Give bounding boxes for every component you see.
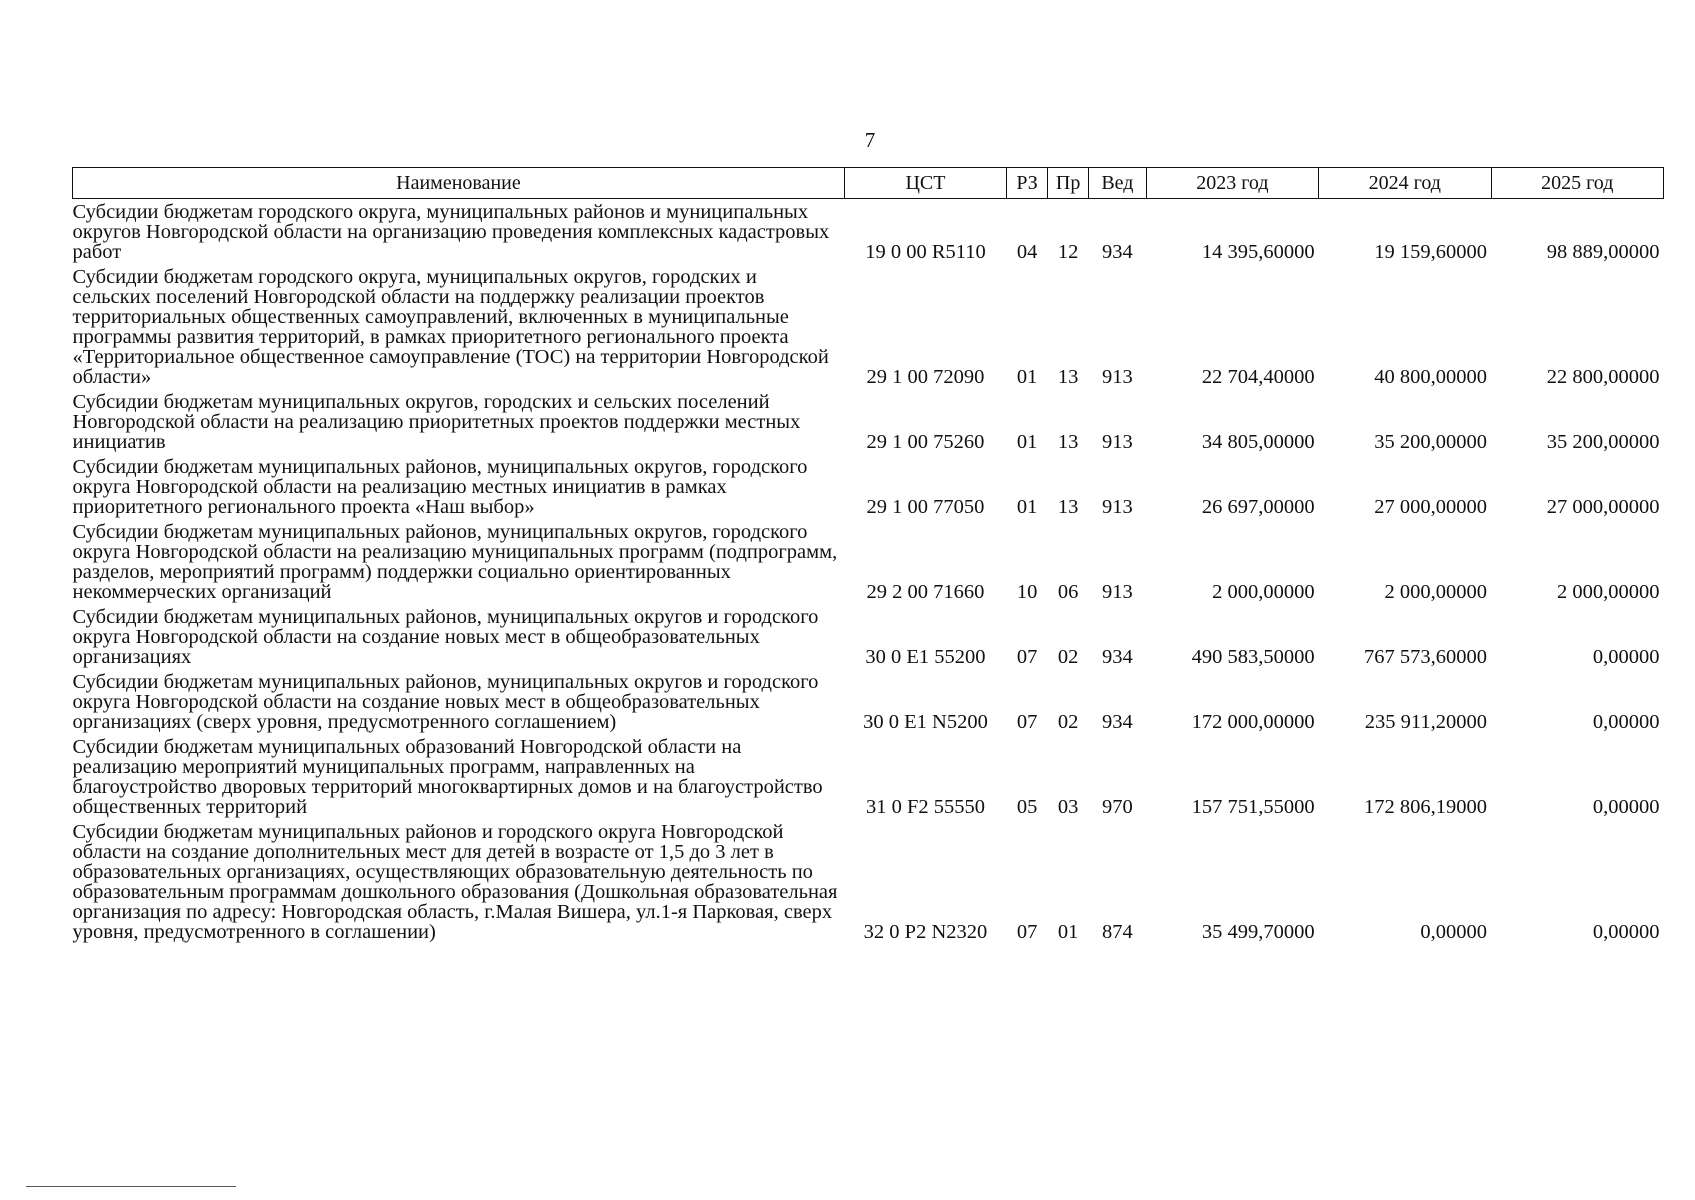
header-ved: Вед bbox=[1089, 168, 1146, 199]
header-2023: 2023 год bbox=[1146, 168, 1318, 199]
cell-rz: 01 bbox=[1016, 496, 1038, 518]
cell-2023: 22 704,40000 bbox=[1201, 366, 1315, 388]
cell-ved: 934 bbox=[1102, 241, 1133, 263]
cell-ved: 970 bbox=[1102, 796, 1133, 818]
cell-name: Субсидии бюджетам муниципальных районов, муниципальных округов и городского округа Новгородской области на создание новых мест в общеобразовательных организациях bbox=[72, 606, 819, 668]
header-2025: 2025 год bbox=[1491, 168, 1664, 199]
cell-2024: 40 800,00000 bbox=[1374, 366, 1487, 388]
cell-2023: 26 697,00000 bbox=[1201, 496, 1315, 518]
cell-pr: 13 bbox=[1057, 431, 1079, 453]
table-row bbox=[73, 819, 1664, 944]
cell-2025: 35 200,00000 bbox=[1546, 431, 1660, 453]
table-row bbox=[73, 199, 1664, 265]
cell-ved: 913 bbox=[1102, 581, 1133, 603]
cell-name: Субсидии бюджетам муниципальных районов, муниципальных округов, городского округа Новгородской области на реализацию местных инициатив в рамках приоритетного регионального проекта «Наш выбор» bbox=[72, 456, 808, 518]
cell-2025: 27 000,00000 bbox=[1546, 496, 1660, 518]
cell-rz: 01 bbox=[1016, 431, 1038, 453]
header-2024: 2024 год bbox=[1319, 168, 1491, 199]
cell-2025: 0,00000 bbox=[1592, 921, 1660, 943]
cell-name: Субсидии бюджетам муниципальных округов, городских и сельских поселений Новгородской области на реализацию приоритетных проектов поддержки местных инициатив bbox=[72, 391, 801, 453]
table-row bbox=[73, 264, 1664, 389]
cell-2024: 19 159,60000 bbox=[1374, 241, 1487, 263]
cell-ved: 934 bbox=[1102, 646, 1133, 668]
cell-rz: 07 bbox=[1016, 646, 1038, 668]
cell-2025: 0,00000 bbox=[1592, 711, 1660, 733]
table-row bbox=[73, 454, 1664, 519]
cell-2023: 2 000,00000 bbox=[1212, 581, 1315, 603]
cell-ved: 913 bbox=[1102, 366, 1133, 388]
cell-pr: 03 bbox=[1057, 796, 1079, 818]
cell-rz: 05 bbox=[1016, 796, 1038, 818]
cell-ved: 934 bbox=[1102, 711, 1133, 733]
table-row bbox=[73, 734, 1664, 819]
cell-rz: 10 bbox=[1016, 581, 1038, 603]
header-rz: РЗ bbox=[1007, 168, 1048, 199]
cell-cst: 30 0 E1 N5200 bbox=[863, 711, 988, 733]
cell-cst: 29 1 00 72090 bbox=[866, 366, 985, 388]
cell-2023: 35 499,70000 bbox=[1201, 921, 1315, 943]
cell-2023: 14 395,60000 bbox=[1201, 241, 1315, 263]
cell-2025: 0,00000 bbox=[1592, 646, 1660, 668]
footer-divider bbox=[26, 1186, 236, 1187]
header-cst: ЦСТ bbox=[844, 168, 1006, 199]
cell-2024: 2 000,00000 bbox=[1384, 581, 1487, 603]
cell-2025: 0,00000 bbox=[1592, 796, 1660, 818]
cell-2023: 172 000,00000 bbox=[1191, 711, 1315, 733]
header-pr: Пр bbox=[1048, 168, 1089, 199]
page-number: 7 bbox=[864, 128, 876, 152]
cell-cst: 32 0 P2 N2320 bbox=[863, 921, 988, 943]
cell-2023: 34 805,00000 bbox=[1201, 431, 1315, 453]
cell-name: Субсидии бюджетам муниципальных районов, муниципальных округов и городского округа Новгородской области на создание новых мест в общеобразовательных организациях (сверх уровня, предусмотренного соглашением) bbox=[72, 671, 819, 733]
cell-cst: 29 1 00 75260 bbox=[866, 431, 985, 453]
cell-cst: 19 0 00 R5110 bbox=[865, 241, 986, 263]
cell-2025: 22 800,00000 bbox=[1546, 366, 1660, 388]
cell-ved: 913 bbox=[1102, 431, 1133, 453]
cell-rz: 04 bbox=[1016, 241, 1038, 263]
cell-2024: 172 806,19000 bbox=[1364, 796, 1487, 818]
cell-pr: 02 bbox=[1057, 646, 1079, 668]
cell-cst: 29 1 00 77050 bbox=[866, 496, 985, 518]
cell-2024: 35 200,00000 bbox=[1374, 431, 1487, 453]
cell-name: Субсидии бюджетам городского округа, муниципальных округов, городских и сельских поселений Новгородской области на поддержку реализации проектов территориальных общественных самоуправлений, включенных в муниципальные программы развития территорий, в рамках приоритетного регионального проекта «Территориальное общественное самоуправление (ТОС) на территории Новгородской области» bbox=[72, 266, 829, 388]
cell-2024: 235 911,20000 bbox=[1364, 711, 1487, 733]
cell-2025: 2 000,00000 bbox=[1557, 581, 1660, 603]
cell-name: Субсидии бюджетам муниципальных районов, муниципальных округов, городского округа Новгородской области на реализацию муниципальных программ (подпрограмм, разделов, мероприятий программ) поддержки социально ориентированных некоммерческих организаций bbox=[72, 521, 838, 603]
cell-pr: 02 bbox=[1057, 711, 1079, 733]
cell-name: Субсидии бюджетам муниципальных районов и городского округа Новгородской области на создание дополнительных мест для детей в возрасте от 1,5 до 3 лет в образовательных организациях, осуществляющих образовательную деятельность по образовательным программам дошкольного образования (Дошкольная образовательная организация по адресу: Новгородская область, г.Малая Вишера, ул.1-я Парковая, сверх уровня, предусмотренного в соглашении) bbox=[72, 821, 838, 943]
cell-rz: 07 bbox=[1016, 921, 1038, 943]
cell-cst: 30 0 E1 55200 bbox=[865, 646, 986, 668]
cell-pr: 01 bbox=[1057, 921, 1079, 943]
budget-table bbox=[72, 167, 1664, 944]
cell-cst: 31 0 F2 55550 bbox=[865, 796, 985, 818]
cell-rz: 07 bbox=[1016, 711, 1038, 733]
header-name: Наименование bbox=[73, 168, 845, 199]
cell-rz: 01 bbox=[1016, 366, 1038, 388]
table-row bbox=[73, 669, 1664, 734]
cell-pr: 06 bbox=[1057, 581, 1079, 603]
cell-pr: 13 bbox=[1057, 366, 1079, 388]
cell-pr: 13 bbox=[1057, 496, 1079, 518]
cell-ved: 913 bbox=[1102, 496, 1133, 518]
cell-pr: 12 bbox=[1057, 241, 1079, 263]
cell-2024: 767 573,60000 bbox=[1364, 646, 1487, 668]
table-row bbox=[73, 519, 1664, 604]
table-row bbox=[73, 389, 1664, 454]
cell-2023: 490 583,50000 bbox=[1191, 646, 1315, 668]
cell-ved: 874 bbox=[1102, 921, 1133, 943]
cell-cst: 29 2 00 71660 bbox=[866, 581, 985, 603]
table-row bbox=[73, 604, 1664, 669]
cell-name: Субсидии бюджетам городского округа, муниципальных районов и муниципальных округов Новгородской области на организацию проведения комплексных кадастровых работ bbox=[72, 201, 830, 263]
table-header-row bbox=[73, 168, 1664, 199]
cell-name: Субсидии бюджетам муниципальных образований Новгородской области на реализацию мероприятий муниципальных программ, направленных на благоустройство дворовых территорий многоквартирных домов и на благоустройство общественных территорий bbox=[72, 736, 823, 818]
cell-2024: 27 000,00000 bbox=[1374, 496, 1487, 518]
cell-2025: 98 889,00000 bbox=[1546, 241, 1660, 263]
cell-2023: 157 751,55000 bbox=[1191, 796, 1315, 818]
cell-2024: 0,00000 bbox=[1420, 921, 1487, 943]
